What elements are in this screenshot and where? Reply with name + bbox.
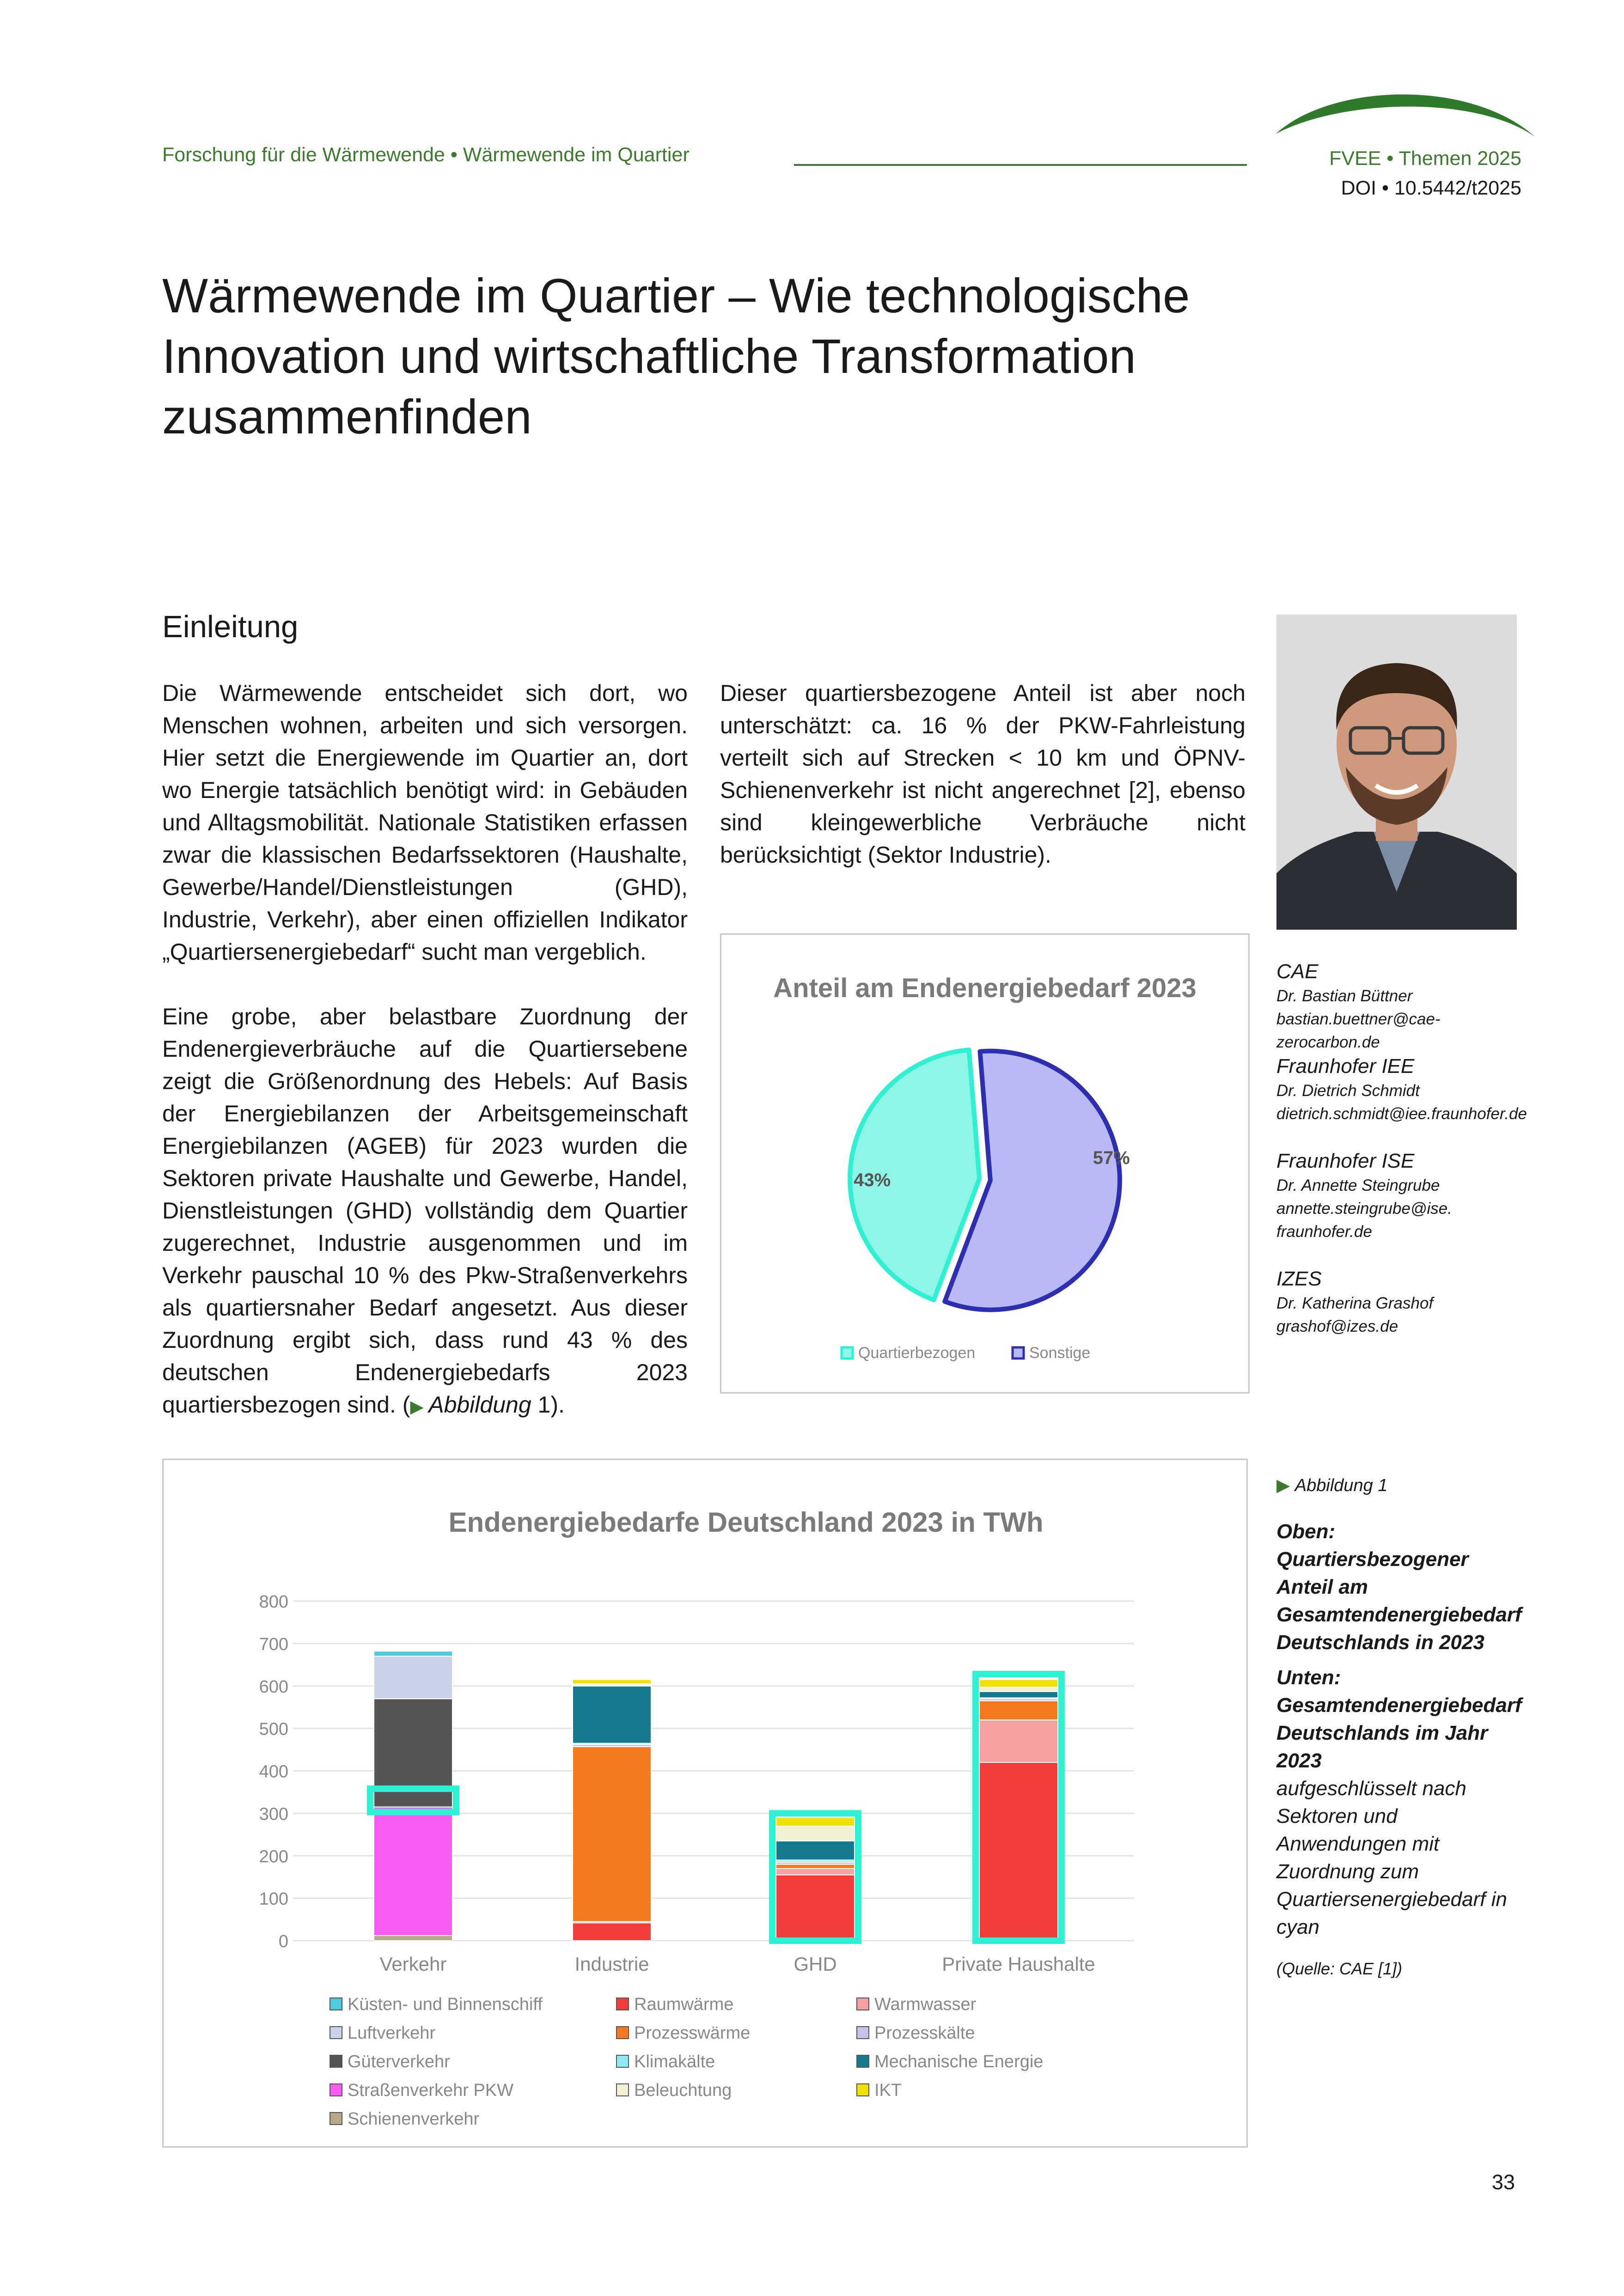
organisation: CAE xyxy=(1276,960,1319,983)
bar-chart-title: Endenergiebedarfe Deutschland 2023 in TWh xyxy=(448,1507,1044,1538)
legend-swatch xyxy=(617,2027,629,2039)
legend-swatch xyxy=(842,1347,853,1358)
bar-segment xyxy=(979,1680,1058,1687)
paragraph-text: Eine grobe, aber belastbare Zuordnung der Endenergieverbräuche auf die Quartiersebene zeigt die Größenordnung des Hebels: Auf Basis der Energiebilanzen der Arbeitsgemeinschaft Energiebilanzen (AGEB) für 2023 wurden die Sektoren private Haushalte und Gewerbe, Handel, Dienstleistungen (GHD) vollständig dem Quartier zugerechnet, Industrie ausgenommen und im Verkehr pauschal 10 % des Pkw-Straßenverkehrs als quartiersnaher Bedarf angesetzt. Aus dieser Zuordnung ergibt sich, dass rund 43 % des deutschen Endenergiebedarfs 2023 quartiersbezogen sind. ( xyxy=(162,1004,688,1418)
legend-label: Küsten- und Binnenschiff xyxy=(348,1995,543,2014)
arrow-right-icon: ▶ xyxy=(1276,1476,1295,1495)
legend-swatch xyxy=(330,2027,342,2039)
author-email-link-cont[interactable]: fraunhofer.de xyxy=(1276,1223,1372,1241)
author-photo xyxy=(1276,615,1517,930)
organisation: Fraunhofer IEE xyxy=(1276,1055,1415,1078)
title-line: zusammenfinden xyxy=(162,390,532,444)
legend-label: Mechanische Energie xyxy=(874,2052,1044,2071)
pie-chart-figure xyxy=(720,933,1250,1394)
bar-segment xyxy=(573,1680,651,1684)
legend-swatch xyxy=(857,2055,869,2067)
legend-swatch xyxy=(857,2027,869,2039)
affiliation-iee xyxy=(1276,1054,1535,1126)
caption-top-text: Quartiersbezogener Anteil am Gesamtendenergiebedarf Deutschlands in 2023 xyxy=(1276,1548,1522,1654)
legend-label: Beleuchtung xyxy=(634,2081,732,2100)
running-header: Forschung für die Wärmewende • Wärmewende im Quartier xyxy=(162,144,690,166)
y-tick-label: 100 xyxy=(259,1889,288,1909)
paragraph: Dieser quartiersbezogene Anteil ist aber noch unterschätzt: ca. 16 % der PKW-Fahrleistung verteilt sich auf Strecken < 10 km und ÖPNV-Schienenverkehr ist nicht angerechnet [2], ebenso sind kleingewerbliche Verbräuche nicht berücksichtigt (Sektor Industrie). xyxy=(720,680,1245,868)
legend-swatch xyxy=(617,2055,629,2067)
author-name: Dr. Annette Steingrube xyxy=(1276,1176,1440,1194)
paragraph: Die Wärmewende entscheidet sich dort, wo Menschen wohnen, arbeiten und sich versorgen. Hier setzt die Energiewende im Quartier an, dort wo Energie tatsächlich benötigt wird: in Gebäuden und Alltagsmobilität. Nationale Statistiken erfassen zwar die klassischen Bedarfssektoren (Haushalte, Gewerbe/Handel/Dienstleistungen (GHD), Industrie, Verkehr), aber einen offiziellen Indikator „Quartiersenergiebedarf“ sucht man vergeblich. xyxy=(162,680,688,965)
bar-segment xyxy=(776,1875,855,1941)
publication-info xyxy=(1329,144,1521,203)
y-tick-label: 600 xyxy=(259,1677,288,1697)
stacked-bar-chart xyxy=(164,1460,1246,2146)
legend-swatch xyxy=(330,1998,342,2010)
legend-swatch xyxy=(330,2084,342,2096)
legend-label: Quartierbezogen xyxy=(858,1344,976,1362)
legend-label: Raumwärme xyxy=(634,1995,734,2014)
legend-label: Warmwasser xyxy=(874,1995,977,2014)
x-tick-label: GHD xyxy=(794,1953,837,1975)
figure-caption xyxy=(1276,1472,1526,1983)
legend-label: Luftverkehr xyxy=(348,2023,436,2043)
y-tick-label: 400 xyxy=(259,1762,288,1782)
pie-data-label: 43% xyxy=(854,1170,891,1191)
pie-data-label: 57% xyxy=(1093,1147,1130,1168)
bar-chart-figure xyxy=(162,1459,1248,2148)
author-name: Dr. Dietrich Schmidt xyxy=(1276,1082,1420,1100)
bar-segment xyxy=(776,1826,855,1841)
x-tick-label: Verkehr xyxy=(379,1953,447,1975)
y-tick-label: 800 xyxy=(259,1592,288,1612)
text-column-1 xyxy=(162,677,688,1456)
bar-segment xyxy=(979,1701,1058,1720)
legend-swatch xyxy=(1013,1347,1024,1358)
legend-label: Schienenverkehr xyxy=(348,2109,480,2129)
page-title xyxy=(162,266,1318,447)
publication-name: FVEE • Themen 2025 xyxy=(1329,147,1521,170)
bar-segment xyxy=(979,1720,1058,1762)
legend-label: IKT xyxy=(874,2081,902,2100)
y-tick-label: 700 xyxy=(259,1634,288,1654)
bar-segment xyxy=(776,1864,855,1869)
pie-chart-title: Anteil am Endenergiebedarf 2023 xyxy=(773,973,1197,1003)
legend-swatch xyxy=(617,2084,629,2096)
figure-reference-link[interactable]: Abbildung xyxy=(428,1392,531,1418)
y-tick-label: 300 xyxy=(259,1804,288,1824)
legend-swatch xyxy=(330,2055,342,2067)
author-email-link[interactable]: grashof@izes.de xyxy=(1276,1317,1398,1335)
bar-segment xyxy=(979,1762,1058,1941)
legend-label: Prozesskälte xyxy=(874,2023,975,2043)
title-line: Wärmewende im Quartier – Wie technologische xyxy=(162,269,1190,323)
legend-swatch xyxy=(617,1998,629,2010)
legend-label: Prozesswärme xyxy=(634,2023,751,2043)
organisation: IZES xyxy=(1276,1267,1322,1290)
bar-segment xyxy=(374,1651,452,1656)
paragraph xyxy=(162,1000,688,1423)
bar-segment xyxy=(573,1923,651,1941)
bar-segment xyxy=(374,1656,452,1699)
caption-bottom-bold: Gesamtendenergiebedarf Deutschlands im Jahr 2023 xyxy=(1276,1694,1522,1772)
fvee-logo-arc xyxy=(1276,74,1534,139)
caption-top-label: Oben: xyxy=(1276,1520,1336,1543)
arrow-right-icon: ▶ xyxy=(410,1397,429,1417)
author-email-link[interactable]: annette.steingrube@ise. xyxy=(1276,1200,1452,1218)
organisation: Fraunhofer ISE xyxy=(1276,1150,1415,1172)
y-tick-label: 500 xyxy=(259,1719,288,1739)
section-heading: Einleitung xyxy=(162,609,299,644)
header-rule xyxy=(794,164,1247,166)
legend-label: Sonstige xyxy=(1029,1344,1091,1362)
title-line: Innovation und wirtschaftliche Transformation xyxy=(162,329,1136,384)
caption-ref-text: Abbildung 1 xyxy=(1294,1476,1388,1495)
caption-bottom-label: Unten: xyxy=(1276,1666,1341,1689)
author-email-link[interactable]: bastian.buettner@cae-zerocarbon.de xyxy=(1276,1010,1441,1051)
affiliation-izes xyxy=(1276,1266,1535,1338)
bar-segment xyxy=(979,1692,1058,1698)
bar-segment xyxy=(979,1687,1058,1692)
x-tick-label: Private Haushalte xyxy=(942,1953,1095,1975)
caption-ref xyxy=(1276,1472,1526,1499)
affiliation-cae xyxy=(1276,959,1535,1054)
doi: DOI • 10.5442/t2025 xyxy=(1341,177,1521,199)
text-column-2 xyxy=(720,677,1245,903)
y-tick-label: 0 xyxy=(278,1932,288,1951)
pie-chart xyxy=(721,935,1248,1392)
page-number: 33 xyxy=(1491,2170,1515,2194)
bar-segment xyxy=(776,1869,855,1875)
legend-swatch xyxy=(857,2084,869,2096)
author-name: Dr. Katherina Grashof xyxy=(1276,1294,1434,1312)
caption-source: (Quelle: CAE [1]) xyxy=(1276,1959,1403,1978)
bar-segment xyxy=(776,1818,855,1826)
bar-segment xyxy=(374,1807,452,1936)
legend-swatch xyxy=(330,2113,342,2125)
author-email-link[interactable]: dietrich.schmidt@iee.fraunhofer.de xyxy=(1276,1105,1527,1123)
author-name: Dr. Bastian Büttner xyxy=(1276,987,1413,1005)
legend-label: Klimakälte xyxy=(634,2052,715,2071)
bar-segment xyxy=(573,1747,651,1922)
affiliation-ise xyxy=(1276,1148,1535,1243)
bar-segment xyxy=(374,1936,452,1941)
paragraph-text-end: 1). xyxy=(531,1392,565,1418)
caption-bottom-text: aufgeschlüsselt nach Sektoren und Anwendungen mit Zuordnung zum Quartiersenergiebedarf in cyan xyxy=(1276,1777,1507,1938)
x-tick-label: Industrie xyxy=(574,1953,649,1975)
y-tick-label: 200 xyxy=(259,1847,288,1867)
legend-label: Güterverkehr xyxy=(348,2052,450,2071)
legend-label: Straßenverkehr PKW xyxy=(348,2081,513,2100)
legend-swatch xyxy=(857,1998,869,2010)
bar-segment xyxy=(573,1686,651,1743)
bar-segment xyxy=(776,1841,855,1860)
